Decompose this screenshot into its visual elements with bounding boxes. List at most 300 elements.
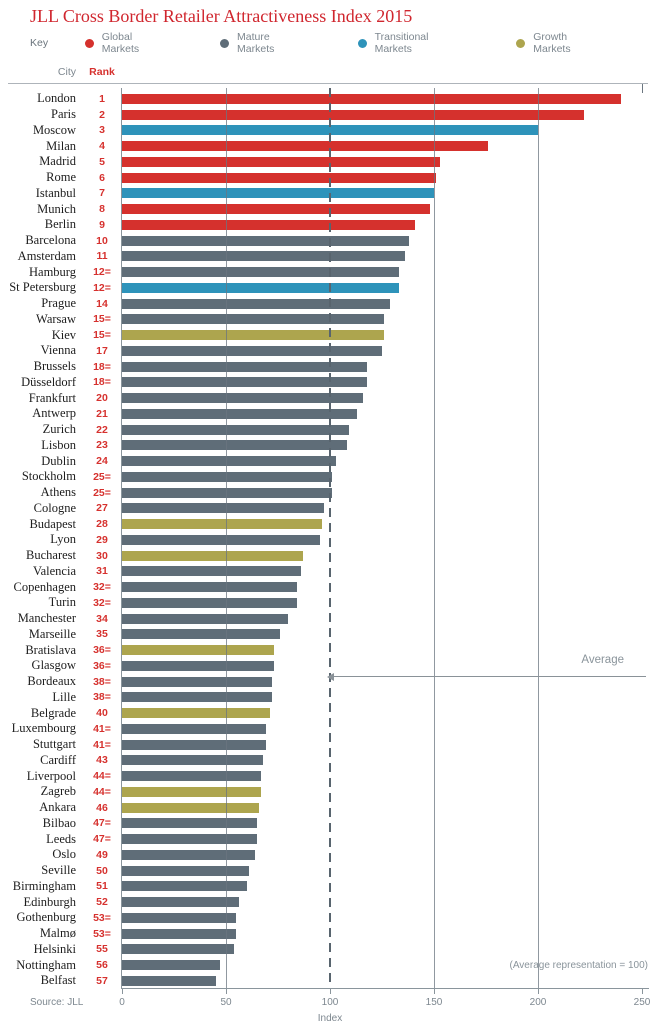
rank-label: 23 [96,439,108,452]
chart-row [0,894,655,910]
city-label: London [37,91,76,106]
index-bar-mature [122,724,266,734]
rank-label: 9 [99,218,105,231]
bar-track [122,469,655,485]
bar-track [122,375,655,391]
chart-row [0,847,655,863]
index-bar-growth [122,803,259,813]
bar-track [122,690,655,706]
average-label: Average [581,654,624,666]
chart-row [0,422,655,438]
city-label: Düsseldorf [21,374,76,389]
chart-row [0,548,655,564]
index-bar-mature [122,771,261,781]
bar-track [122,186,655,202]
legend-item-label: Growth Markets [533,31,571,55]
rank-label: 18= [93,376,111,389]
city-label: Marseille [28,626,76,641]
chart-row [0,390,655,406]
index-bar-mature [122,897,239,907]
city-label: Bucharest [26,548,76,563]
chart-row [0,249,655,265]
bar-chart [0,88,655,988]
bar-track [122,658,655,674]
legend-item-transitional [358,31,469,55]
gridline-150 [434,88,435,988]
index-bar-growth [122,330,384,340]
bar-track [122,390,655,406]
chart-row [0,926,655,942]
city-label: Birmingham [12,878,76,893]
rank-label: 53= [93,911,111,924]
city-label: Zagreb [40,784,76,799]
index-bar-growth [122,708,270,718]
rank-label: 18= [93,360,111,373]
axis-tick-200 [538,989,539,994]
rank-label: 40 [96,707,108,720]
index-bar-mature [122,488,332,498]
city-label: Bilbao [42,815,76,830]
bar-track [122,107,655,123]
city-label: Manchester [17,611,76,626]
index-bar-growth [122,551,303,561]
index-bar-mature [122,582,297,592]
arrow-left-icon [327,673,334,681]
index-bar-mature [122,929,236,939]
chart-row [0,107,655,123]
bar-track [122,501,655,517]
index-bar-global [122,157,440,167]
chart-row [0,264,655,280]
bar-track [122,343,655,359]
city-label: Cologne [33,500,76,515]
index-bar-mature [122,535,320,545]
rank-label: 41= [93,722,111,735]
bar-track [122,926,655,942]
average-note: (Average representation = 100) [509,960,648,971]
bar-track [122,312,655,328]
city-label: Barcelona [25,233,76,248]
chart-row [0,800,655,816]
legend-item-global [85,31,172,55]
bar-track [122,863,655,879]
city-label: Athens [40,485,76,500]
index-bar-mature [122,850,255,860]
chart-row [0,564,655,580]
rank-label: 57 [96,974,108,987]
rank-label: 8 [99,203,105,216]
city-label: Kiev [51,327,76,342]
chart-row [0,154,655,170]
rank-label: 46 [96,801,108,814]
chart-row [0,627,655,643]
index-bar-mature [122,472,332,482]
average-arrow-line [334,676,646,677]
rank-label: 24 [96,455,108,468]
legend-item-label: Transitional Markets [374,31,429,55]
rank-label: 11 [96,250,108,263]
index-bar-mature [122,503,324,513]
index-bar-global [122,94,621,104]
city-label: Munich [37,201,76,216]
rank-label: 2 [99,108,105,121]
chart-row [0,485,655,501]
chart-row [0,721,655,737]
index-bar-mature [122,236,409,246]
chart-row [0,753,655,769]
chart-row [0,343,655,359]
axis-tick-label-100: 100 [321,997,339,1008]
index-bar-mature [122,425,349,435]
axis-tick-label-250: 250 [633,997,651,1008]
city-label: Bordeaux [27,674,76,689]
city-label: Milan [46,138,76,153]
index-bar-mature [122,677,272,687]
bar-track [122,233,655,249]
chart-row [0,863,655,879]
chart-row [0,532,655,548]
city-label: Lisbon [41,437,76,452]
bar-track [122,737,655,753]
city-label: Helsinki [33,941,76,956]
chart-row [0,768,655,784]
rank-label: 5 [99,155,105,168]
chart-row [0,658,655,674]
index-bar-mature [122,976,216,986]
bar-track [122,705,655,721]
x-axis-line [121,988,649,989]
bar-track [122,123,655,139]
source-note: Source: JLL [30,997,84,1008]
rank-label: 50 [96,864,108,877]
transitional-dot-icon [358,39,367,48]
rank-label: 41= [93,738,111,751]
city-label: Nottingham [16,957,76,972]
city-label: Zurich [42,422,76,437]
rank-label: 10 [96,234,108,247]
index-bar-mature [122,251,405,261]
city-label: Moscow [32,122,76,137]
city-label: Amsterdam [17,248,76,263]
rank-label: 30 [96,549,108,562]
bar-track [122,280,655,296]
growth-dot-icon [516,39,525,48]
chart-row [0,375,655,391]
rank-label: 29 [96,533,108,546]
index-bar-mature [122,834,257,844]
legend-item-mature [220,31,310,55]
chart-row [0,784,655,800]
index-bar-mature [122,740,266,750]
rank-label: 15= [93,313,111,326]
index-bar-mature [122,614,288,624]
city-label: Lyon [50,532,76,547]
bar-track [122,879,655,895]
rank-label: 36= [93,644,111,657]
legend [30,31,655,55]
header-divider [8,83,648,84]
chart-row [0,816,655,832]
city-label: Vienna [40,343,76,358]
legend-item-growth [516,31,607,55]
city-label: Prague [41,296,76,311]
rank-label: 49 [96,848,108,861]
city-label: Rome [46,170,76,185]
rank-label: 31 [96,565,108,578]
rank-label: 3 [99,124,105,137]
legend-item-label: Mature Markets [237,31,275,55]
rank-label: 4 [99,140,105,153]
rank-label: 52 [96,896,108,909]
city-label: Berlin [44,217,76,232]
bar-track [122,894,655,910]
chart-row [0,359,655,375]
city-label: Seville [41,863,76,878]
bar-track [122,532,655,548]
index-bar-mature [122,299,390,309]
rank-label: 47= [93,833,111,846]
bar-track [122,784,655,800]
index-bar-mature [122,393,363,403]
rank-label: 15= [93,329,111,342]
rank-label: 55 [96,943,108,956]
bar-track [122,296,655,312]
chart-row [0,942,655,958]
city-label: Gothenburg [16,910,76,925]
rank-label: 34 [96,612,108,625]
axis-tick-label-0: 0 [119,997,125,1008]
bar-track [122,816,655,832]
legend-item-label: Global Markets [101,31,140,55]
gridline-200 [538,88,539,988]
bar-track [122,249,655,265]
city-label: Bratislava [25,642,76,657]
index-bar-mature [122,456,336,466]
index-bar-global [122,110,584,120]
chart-row [0,438,655,454]
rank-label: 25= [93,470,111,483]
bar-track [122,548,655,564]
bar-track [122,422,655,438]
average-dashed-line [329,88,331,988]
axis-tick-250 [642,989,643,994]
index-bar-mature [122,881,247,891]
bar-track [122,406,655,422]
bar-track [122,642,655,658]
chart-row [0,879,655,895]
city-label: St Petersburg [9,280,76,295]
page-title: JLL Cross Border Retailer Attractiveness Index 2015 [30,6,413,26]
index-bar-mature [122,960,220,970]
chart-row [0,705,655,721]
global-dot-icon [85,39,94,48]
chart-row [0,296,655,312]
bar-track [122,327,655,343]
bar-track [122,800,655,816]
bar-track [122,910,655,926]
city-label: Istanbul [35,185,76,200]
chart-row [0,233,655,249]
rank-label: 47= [93,817,111,830]
rank-label: 53= [93,927,111,940]
rank-label: 27 [96,502,108,515]
chart-row [0,91,655,107]
axis-tick-150 [434,989,435,994]
chart-row [0,186,655,202]
index-bar-global [122,204,430,214]
chart-row [0,312,655,328]
gridline-50 [226,88,227,988]
chart-row [0,611,655,627]
bar-track [122,579,655,595]
bar-track [122,595,655,611]
index-bar-mature [122,692,272,702]
city-label: Malmø [39,926,76,941]
city-label: Turin [48,595,76,610]
chart-row [0,280,655,296]
rank-label: 22 [96,423,108,436]
mature-dot-icon [220,39,229,48]
city-label: Madrid [39,154,76,169]
chart-row [0,123,655,139]
bar-track [122,485,655,501]
city-label: Copenhagen [13,579,76,594]
city-label: Antwerp [32,406,76,421]
bar-track [122,264,655,280]
rank-label: 6 [99,171,105,184]
chart-row [0,642,655,658]
city-label: Cardiff [40,752,76,767]
index-bar-mature [122,566,301,576]
index-bar-transitional [122,188,434,198]
bar-track [122,359,655,375]
rank-label: 14 [96,297,108,310]
rank-label: 32= [93,596,111,609]
rank-label: 51 [96,880,108,893]
index-bar-mature [122,409,357,419]
index-bar-mature [122,866,249,876]
axis-tick-label-200: 200 [529,997,547,1008]
rank-label: 44= [93,770,111,783]
index-bar-mature [122,440,347,450]
bar-track [122,170,655,186]
city-label: Luxembourg [11,721,76,736]
rank-label: 44= [93,785,111,798]
axis-tick-50 [226,989,227,994]
city-label: Belfast [40,973,76,988]
rank-label: 56 [96,959,108,972]
city-label: Belgrade [30,705,76,720]
index-bar-global [122,220,415,230]
rank-label: 7 [99,187,105,200]
bar-track [122,438,655,454]
bar-track [122,201,655,217]
chart-rows [0,91,655,989]
city-label: Valencia [32,563,76,578]
axis-tick-label-50: 50 [220,997,232,1008]
city-label: Oslo [52,847,76,862]
bar-track [122,768,655,784]
rank-label: 20 [96,392,108,405]
city-label: Stockholm [21,469,76,484]
city-label: Paris [51,107,76,122]
bar-track [122,217,655,233]
city-label: Lille [52,689,76,704]
column-header-rank: Rank [89,66,115,78]
city-label: Ankara [39,800,76,815]
index-bar-mature [122,346,382,356]
chart-row [0,737,655,753]
city-label: Stuttgart [32,737,76,752]
index-bar-mature [122,314,384,324]
rank-label: 25= [93,486,111,499]
city-label: Dublin [41,453,76,468]
index-bar-mature [122,755,263,765]
bar-track [122,721,655,737]
chart-row [0,469,655,485]
city-label: Leeds [46,831,76,846]
index-bar-growth [122,787,261,797]
legend-key-label: Key [30,37,49,49]
chart-row [0,217,655,233]
index-bar-mature [122,267,399,277]
rank-label: 21 [96,407,108,420]
rank-label: 38= [93,691,111,704]
bar-track [122,564,655,580]
rank-label: 43 [96,754,108,767]
legend-items [85,31,655,55]
city-label: Hamburg [29,264,76,279]
chart-row [0,327,655,343]
rank-label: 36= [93,659,111,672]
bar-track [122,453,655,469]
bar-track [122,831,655,847]
index-bar-mature [122,944,234,954]
rank-label: 17 [96,344,108,357]
city-label: Brussels [33,359,76,374]
axis-tick-0 [122,989,123,994]
bar-track [122,847,655,863]
axis-tick-label-150: 150 [425,997,443,1008]
bar-track [122,611,655,627]
index-bar-transitional [122,283,399,293]
chart-row [0,595,655,611]
index-bar-growth [122,645,274,655]
bar-track [122,154,655,170]
chart-row [0,973,655,989]
index-bar-mature [122,913,236,923]
index-bar-mature [122,818,257,828]
rank-label: 32= [93,581,111,594]
chart-row [0,516,655,532]
column-header-city: City [57,66,76,78]
chart-row [0,579,655,595]
city-label: Liverpool [26,768,76,783]
chart-row [0,138,655,154]
bar-track [122,138,655,154]
index-bar-mature [122,629,280,639]
index-bar-mature [122,598,297,608]
chart-row [0,406,655,422]
chart-row [0,201,655,217]
bar-track [122,516,655,532]
bar-track [122,91,655,107]
chart-row [0,910,655,926]
chart-row [0,831,655,847]
x-axis-title: Index [317,1013,343,1024]
city-label: Frankfurt [28,390,76,405]
index-bar-global [122,173,436,183]
